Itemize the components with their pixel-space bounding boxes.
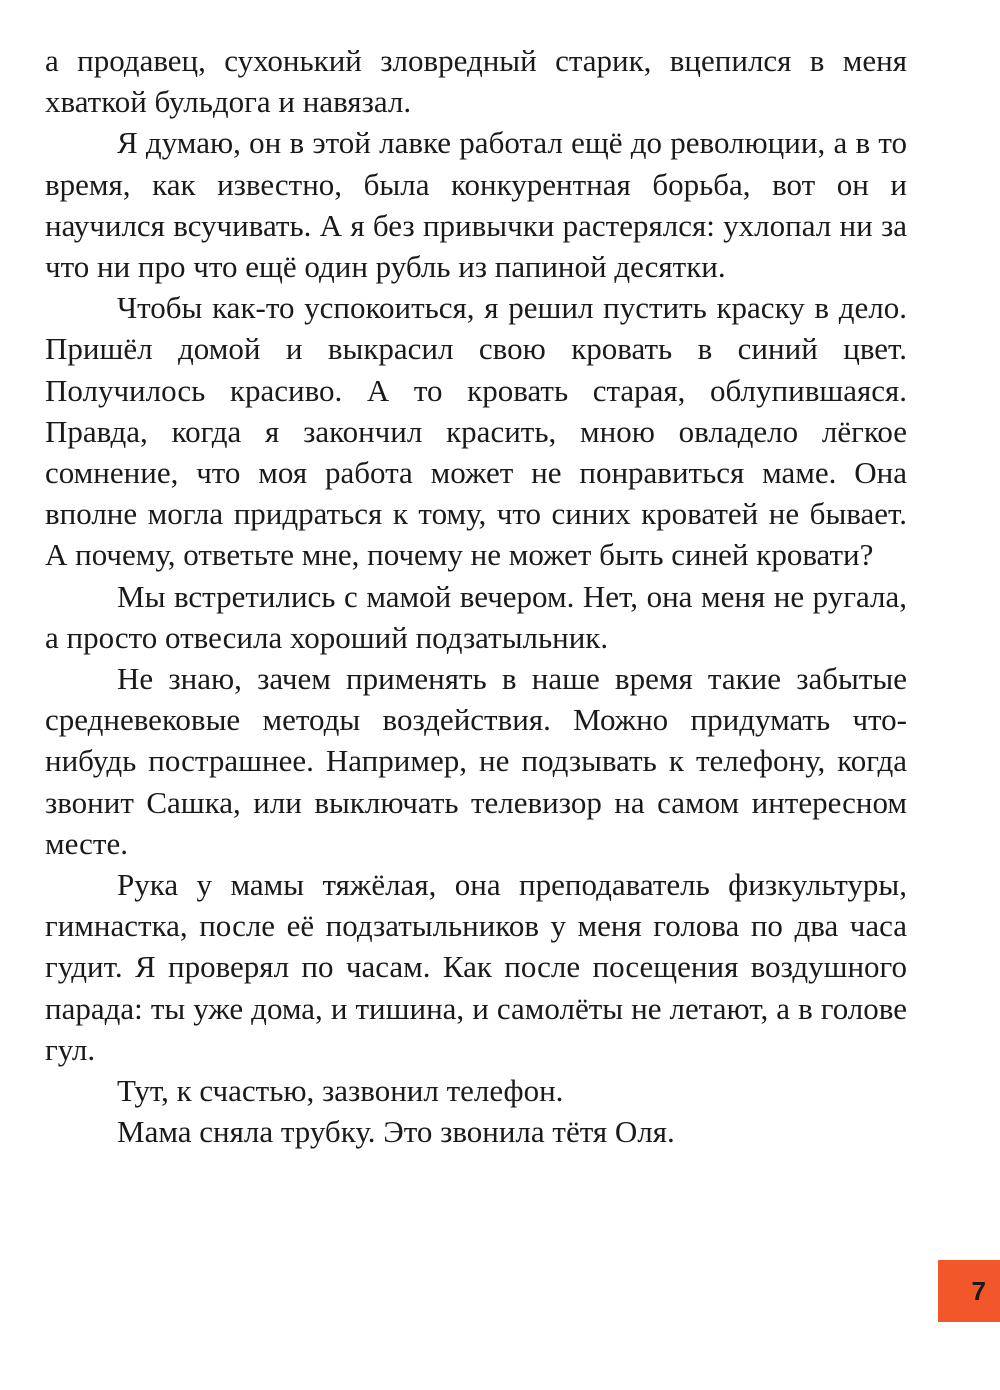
paragraph-2: Я думаю, он в этой лавке работал ещё до революции, а в то время, как известно, была конкурентная борьба, вот он и научился всучивать. А я без привычки растерялся: ухлопал ни за что ни про что ещё один рубль из папиной десятки. bbox=[45, 125, 907, 285]
paragraph-7: Тут, к счастью, зазвонил телефон. bbox=[117, 1073, 564, 1109]
paragraph-6: Рука у мамы тяжёлая, она преподаватель физкультуры, гимнастка, после её подзатыльников у меня голова по два часа гудит. Я проверял по часам. Как после посещения воздушного парада: ты уже дома, и тишина, и самолёты не летают, а в голове гул. bbox=[45, 867, 907, 1067]
paragraph-1: а продавец, сухонький зловредный старик, вцепился в меня хваткой бульдога и навязал. bbox=[45, 43, 907, 120]
paragraph-4: Мы встретились с мамой вечером. Нет, она меня не ругала, а просто отвесила хороший подзатыльник. bbox=[45, 578, 907, 655]
paragraph-8: Мама сняла трубку. Это звонила тётя Оля. bbox=[117, 1114, 675, 1150]
page-number-tab bbox=[938, 1260, 1000, 1322]
page-body-text bbox=[45, 40, 907, 1152]
paragraph-5: Не знаю, зачем применять в наше время такие забытые средневековые методы воздействия. Можно придумать что-нибудь пострашнее. Например, не подзывать к телефону, когда звонит Сашка, или выключать телевизор на самом интересном месте. bbox=[45, 661, 907, 861]
paragraph-3: Чтобы как-то успокоиться, я решил пустить краску в дело. Пришёл домой и выкрасил свою кровать в синий цвет. Получилось красиво. А то кровать старая, облупившаяся. Правда, когда я закончил красить, мною овладело лёгкое сомнение, что моя работа может не понравиться маме. Она вполне могла придраться к тому, что синих кроватей не бывает. А почему, ответьте мне, почему не может быть синей кровати? bbox=[45, 290, 907, 573]
page-number: 7 bbox=[971, 1275, 986, 1306]
